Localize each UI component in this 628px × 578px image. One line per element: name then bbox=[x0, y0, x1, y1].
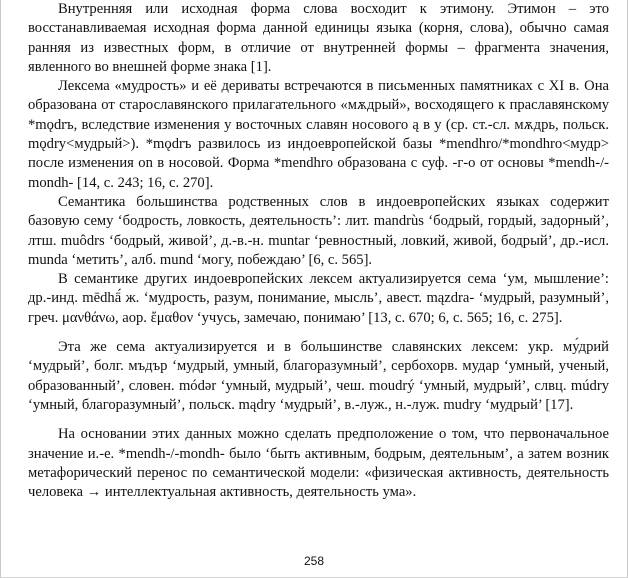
paragraph-slavic-lexemes: Эта же сема актуализируется и в большинстве славянских лексем: укр. му́дрий ‘мудрый’, болг. мъдър ‘мудрый, умный, благоразумный’, сербохорв. мудар ‘умный, ученый, образованный’, словен. módǝr ‘умный, мудрый’, чеш. moudrý ‘умный, мудрый’, слвц. múdry ‘умный, благоразумный’, польск. mądry ‘мудрый’, в.-луж., н.-луж. mudry ‘мудрый’ [17]. bbox=[28, 339, 609, 413]
page-number: 258 bbox=[303, 554, 325, 568]
paragraph-conclusion: На основании этих данных можно сделать предположение о том, что первоначальное значение и.-е. *mendh-/-mondh- было ‘быть активным, бодрым, деятельным’, а затем возник метафорический перенос по семантической модели: «физическая активность, деятельность человека → интеллектуальная активность, деятельность ума». bbox=[28, 426, 609, 501]
body-text bbox=[28, 0, 609, 502]
paragraph-semantics-mind: В семантике других индоевропейских лексем актуализируется сема ‘ум, мышление’: др.-инд. mēdhā́ ж. ‘мудрость, разум, понимание, мысль’, авест. mązdra- ‘мудрый, разумный’, греч. μανθάνω, аор. ἔμαθον ‘учусь, замечаю, понимаю’ [13, c. 670; 6, c. 565; 16, c. 275]. bbox=[28, 271, 609, 326]
paragraph-inner-form: Внутренняя или исходная форма слова восходит к этимону. Этимон – это восстанавливаемая исходная форма данной единицы языка (корня, слова), обычно самая ранняя из известных форм, в отличие от внутренней формы – фрагмента значения, явленного во внешней форме знака [1]. bbox=[28, 1, 609, 75]
paragraph-lexeme-origin: Лексема «мудрость» и её дериваты встречаются в письменных памятниках с XI в. Она образована от старославянского прилагательного «мѫдрый», восходящего к праславянскому *mǫdrъ, вследствие изменения у восточных славян носового ą в у (ср. ст.-сл. мѫдрь, польск. mǫdry<мудрый>). *mǫdrъ развилось из индоевропейской базы *mendhro/*mondhro<мудр> после изменения on в носовой. Форма *mendhro образована с суф. -г-о от основы *mendh-/-mondh- [14, c. 243; 16, c. 270]. bbox=[28, 78, 609, 191]
paragraph-semantics-activity: Семантика большинства родственных слов в индоевропейских языках содержит базовую сему ‘бодрость, ловкость, деятельность’: лит. mandrùs ‘бодрый, гордый, задорный’, лтш. muôdrs ‘бодрый, живой’, д.-в.-н. muntar ‘ревностный, ловкий, живой, бодрый’, др.-исл. munda ‘метить’, алб. mund ‘могу, побеждаю’ [6, c. 565]. bbox=[28, 193, 609, 268]
